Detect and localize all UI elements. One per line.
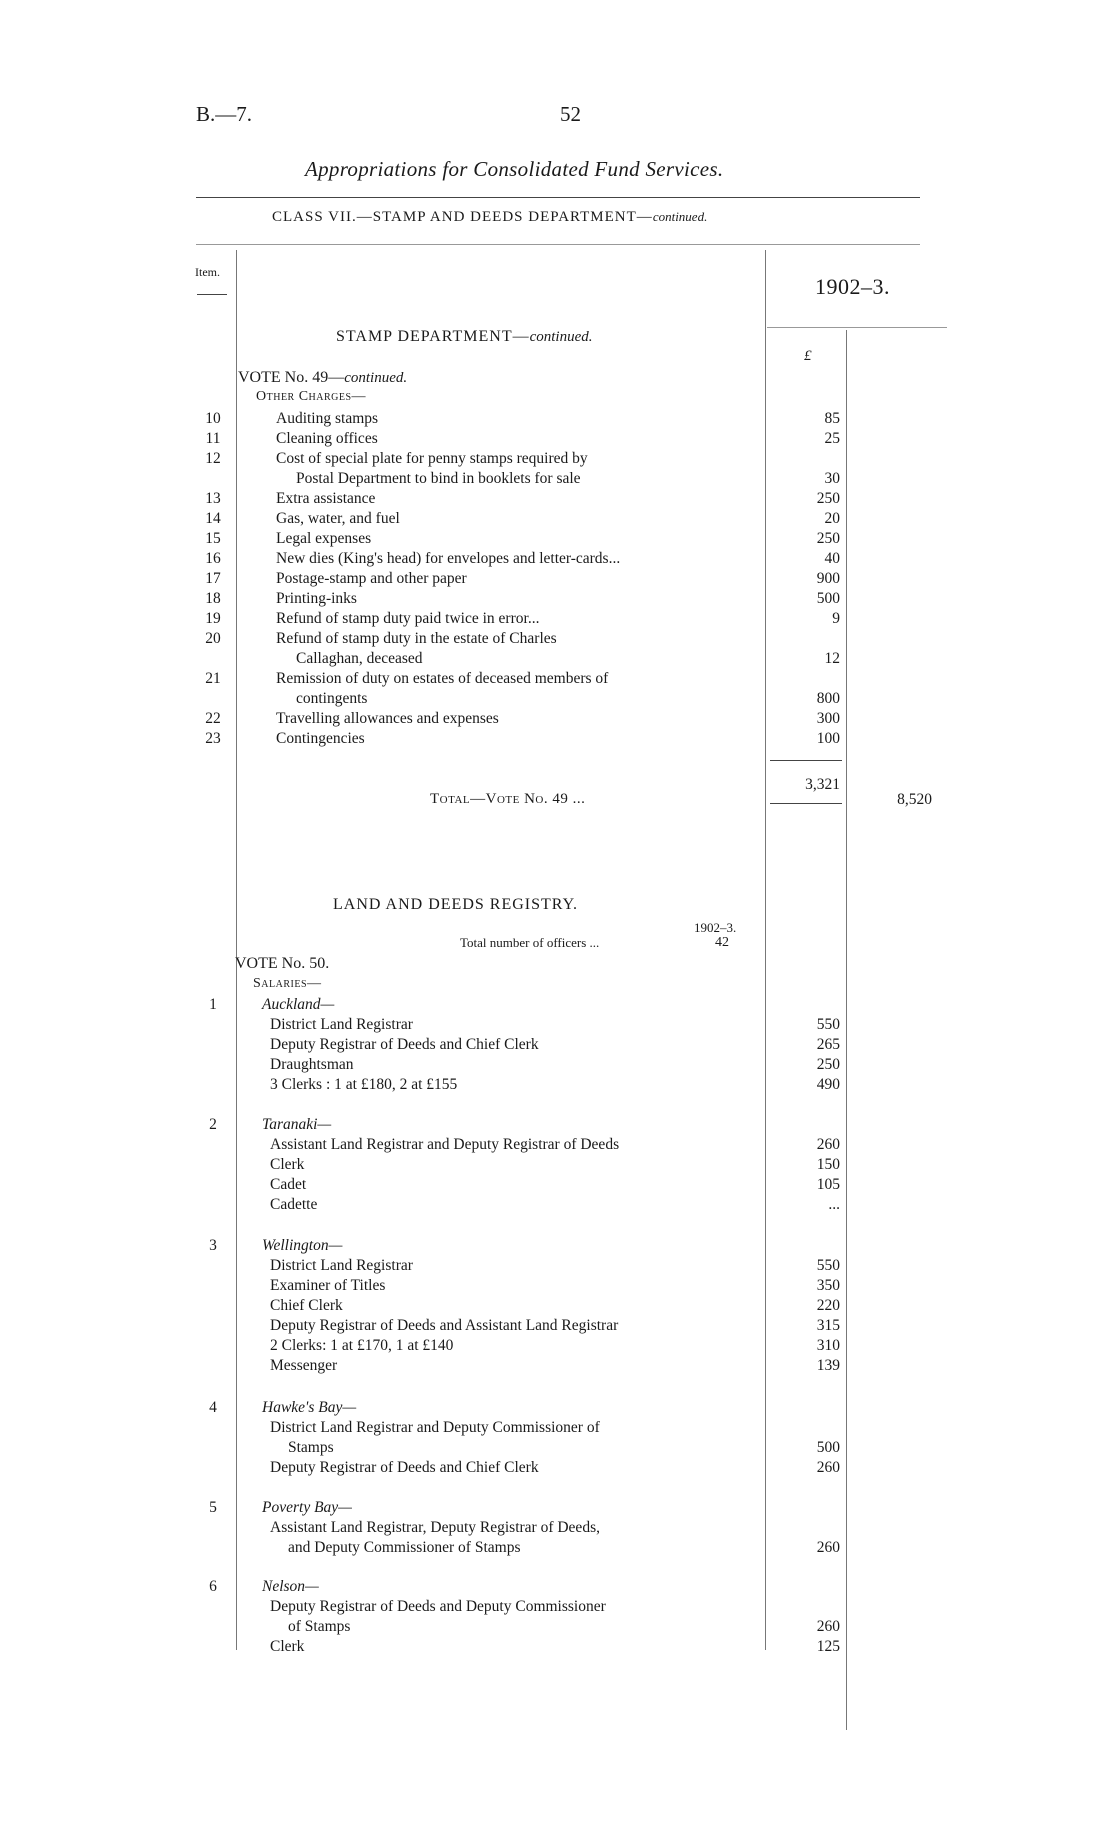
district-name: Hawke's Bay— xyxy=(262,1399,357,1416)
item-number: 6 xyxy=(209,1578,217,1595)
item-amount: 260 xyxy=(816,1136,840,1153)
item-amount: 250 xyxy=(816,1056,840,1073)
item-amount: 9 xyxy=(832,610,840,627)
item-description: Cleaning offices xyxy=(276,430,378,447)
item-amount: 20 xyxy=(824,510,840,527)
table-row xyxy=(0,570,1114,590)
item-amount: 260 xyxy=(816,1618,840,1635)
item-number: 3 xyxy=(209,1237,217,1254)
table-row xyxy=(0,670,1114,690)
class-heading xyxy=(272,209,707,226)
stamp-section-heading xyxy=(336,328,593,346)
item-number: 18 xyxy=(205,590,221,607)
item-number: 13 xyxy=(205,490,221,507)
item-number: 14 xyxy=(205,510,221,527)
item-amount: 100 xyxy=(816,730,840,747)
item-description: Printing-inks xyxy=(276,590,357,607)
item-description: Refund of stamp duty in the estate of Charles xyxy=(276,630,557,647)
page-number: 52 xyxy=(560,102,581,126)
item-amount: 25 xyxy=(824,430,840,447)
item-number: 5 xyxy=(209,1499,217,1516)
district-name: Poverty Bay— xyxy=(262,1499,352,1516)
item-amount: 139 xyxy=(816,1357,840,1374)
district-row xyxy=(0,1578,1114,1598)
subtotal-rule xyxy=(770,760,842,761)
table-row xyxy=(0,1257,1114,1277)
table-row xyxy=(0,1419,1114,1439)
item-amount: 220 xyxy=(816,1297,840,1314)
item-amount: 260 xyxy=(816,1459,840,1476)
class-heading-text: CLASS VII.—STAMP AND DEEDS DEPARTMENT— xyxy=(272,209,653,225)
table-row xyxy=(0,1297,1114,1317)
item-description: and Deputy Commissioner of Stamps xyxy=(288,1539,521,1556)
table-row xyxy=(0,1016,1114,1036)
table-row xyxy=(0,730,1114,750)
item-amount: 315 xyxy=(816,1317,840,1334)
table-row xyxy=(0,1357,1114,1377)
item-description: Deputy Registrar of Deeds and Deputy Commissioner xyxy=(270,1598,606,1615)
district-name: Auckland— xyxy=(262,996,335,1013)
item-number: 19 xyxy=(205,610,221,627)
item-amount: 550 xyxy=(816,1016,840,1033)
table-row xyxy=(0,590,1114,610)
table-row xyxy=(0,1618,1114,1638)
stamp-section-heading-text: STAMP DEPARTMENT— xyxy=(336,328,530,345)
item-description: Messenger xyxy=(270,1357,338,1374)
table-row xyxy=(0,1539,1114,1559)
document-ref: B.—7. xyxy=(196,102,253,126)
item-description: Draughtsman xyxy=(270,1056,354,1073)
item-number: 15 xyxy=(205,530,221,547)
district-row xyxy=(0,1499,1114,1519)
land-section-heading: LAND AND DEEDS REGISTRY. xyxy=(333,896,579,913)
table-row xyxy=(0,1076,1114,1096)
table-row xyxy=(0,1196,1114,1216)
item-number: 2 xyxy=(209,1116,217,1133)
item-description: Deputy Registrar of Deeds and Assistant Land Registrar xyxy=(270,1317,619,1334)
item-amount: 800 xyxy=(816,690,840,707)
district-row xyxy=(0,1237,1114,1257)
table-row xyxy=(0,530,1114,550)
table-row xyxy=(0,550,1114,570)
item-amount: 500 xyxy=(816,1439,840,1456)
item-amount: 490 xyxy=(816,1076,840,1093)
item-description: Deputy Registrar of Deeds and Chief Clerk xyxy=(270,1036,539,1053)
item-description: Deputy Registrar of Deeds and Chief Clerk xyxy=(270,1459,539,1476)
item-description: District Land Registrar xyxy=(270,1016,413,1033)
vote-49-total-amount: 8,520 xyxy=(897,791,932,808)
item-amount: 30 xyxy=(824,470,840,487)
item-amount: 125 xyxy=(816,1638,840,1655)
officers-count: 42 xyxy=(715,935,729,950)
item-description: Chief Clerk xyxy=(270,1297,343,1314)
item-amount: 250 xyxy=(816,490,840,507)
item-number: 16 xyxy=(205,550,221,567)
table-row xyxy=(0,650,1114,670)
item-amount: 900 xyxy=(816,570,840,587)
item-description: Stamps xyxy=(288,1439,334,1456)
table-row xyxy=(0,450,1114,470)
table-row xyxy=(0,510,1114,530)
item-number: 4 xyxy=(209,1399,217,1416)
item-amount: 40 xyxy=(824,550,840,567)
table-row xyxy=(0,630,1114,650)
item-description: Legal expenses xyxy=(276,530,372,547)
vote-49-subtotal: 3,321 xyxy=(805,776,840,793)
table-row xyxy=(0,1439,1114,1459)
item-description: Clerk xyxy=(270,1638,305,1655)
item-description: Callaghan, deceased xyxy=(296,650,423,667)
item-description: District Land Registrar and Deputy Commissioner of xyxy=(270,1419,600,1436)
item-number: 1 xyxy=(209,996,217,1013)
vote-49-text: VOTE No. 49— xyxy=(238,369,345,386)
item-description: Gas, water, and fuel xyxy=(276,510,400,527)
table-row xyxy=(0,410,1114,430)
item-number: 21 xyxy=(205,670,221,687)
item-description: Contingencies xyxy=(276,730,365,747)
item-amount: 350 xyxy=(816,1277,840,1294)
officers-year: 1902–3. xyxy=(694,920,737,935)
table-row xyxy=(0,1459,1114,1479)
item-number: 23 xyxy=(205,730,221,747)
item-description: of Stamps xyxy=(288,1618,351,1635)
table-row xyxy=(0,1176,1114,1196)
district-row xyxy=(0,1116,1114,1136)
item-amount: 265 xyxy=(816,1036,840,1053)
page-title: Appropriations for Consolidated Fund Services. xyxy=(305,157,724,181)
stamp-section-heading-continued: continued. xyxy=(529,329,593,345)
item-description: District Land Registrar xyxy=(270,1257,413,1274)
table-row xyxy=(0,470,1114,490)
item-description: Cost of special plate for penny stamps required by xyxy=(276,450,588,467)
item-description: Postal Department to bind in booklets for sale xyxy=(296,470,581,487)
total-rule xyxy=(770,803,842,804)
item-description: Remission of duty on estates of deceased members of xyxy=(276,670,609,687)
table-row xyxy=(0,610,1114,630)
item-description: Refund of stamp duty paid twice in error... xyxy=(276,610,540,627)
item-description: Clerk xyxy=(270,1156,305,1173)
other-charges-subheading: Other Charges— xyxy=(256,389,367,404)
currency-symbol: £ xyxy=(804,348,812,364)
table-top-rule xyxy=(196,244,920,245)
table-row xyxy=(0,430,1114,450)
item-amount: 500 xyxy=(816,590,840,607)
item-number: 11 xyxy=(205,430,221,447)
item-amount: ... xyxy=(828,1196,840,1213)
amount-header-rule xyxy=(767,327,947,328)
table-row xyxy=(0,1056,1114,1076)
item-amount: 105 xyxy=(816,1176,840,1193)
district-name: Nelson— xyxy=(262,1578,319,1595)
item-number: 22 xyxy=(205,710,221,727)
item-number: 20 xyxy=(205,630,221,647)
district-row xyxy=(0,1399,1114,1419)
item-number: 17 xyxy=(205,570,221,587)
item-amount: 300 xyxy=(816,710,840,727)
vote-50-heading: VOTE No. 50. xyxy=(235,955,330,972)
table-row xyxy=(0,1136,1114,1156)
item-description: Examiner of Titles xyxy=(270,1277,386,1294)
district-name: Wellington— xyxy=(262,1237,343,1254)
item-description: Assistant Land Registrar, Deputy Registrar of Deeds, xyxy=(270,1519,600,1536)
vote-49-total-label: Total—Vote No. 49 ... xyxy=(430,791,586,807)
salaries-subheading: Salaries— xyxy=(253,976,322,991)
vote-49-continued: continued. xyxy=(344,370,408,386)
header-rule xyxy=(196,197,920,198)
item-description: New dies (King's head) for envelopes and letter-cards... xyxy=(276,550,621,567)
item-description: Auditing stamps xyxy=(276,410,379,427)
item-column-heading: Item. xyxy=(195,265,220,279)
table-row xyxy=(0,1598,1114,1618)
item-number: 12 xyxy=(205,450,221,467)
table-row xyxy=(0,1337,1114,1357)
item-amount: 260 xyxy=(816,1539,840,1556)
vote-49-heading xyxy=(238,369,407,387)
class-heading-continued: continued. xyxy=(652,209,708,224)
table-row xyxy=(0,1156,1114,1176)
district-row xyxy=(0,996,1114,1016)
item-amount: 150 xyxy=(816,1156,840,1173)
item-amount: 310 xyxy=(816,1337,840,1354)
table-row xyxy=(0,1519,1114,1539)
table-row xyxy=(0,1638,1114,1658)
officers-label: Total number of officers ... xyxy=(460,935,600,950)
table-row xyxy=(0,1036,1114,1056)
item-description: 3 Clerks : 1 at £180, 2 at £155 xyxy=(270,1076,458,1093)
item-number: 10 xyxy=(205,410,221,427)
table-row xyxy=(0,710,1114,730)
table-row xyxy=(0,490,1114,510)
item-amount: 550 xyxy=(816,1257,840,1274)
district-name: Taranaki— xyxy=(262,1116,332,1133)
item-amount: 85 xyxy=(824,410,840,427)
item-description: Cadette xyxy=(270,1196,318,1213)
item-description: Travelling allowances and expenses xyxy=(276,710,499,727)
item-description: Cadet xyxy=(270,1176,307,1193)
item-description: Assistant Land Registrar and Deputy Registrar of Deeds xyxy=(270,1136,620,1153)
table-row xyxy=(0,1317,1114,1337)
item-underline xyxy=(197,294,227,295)
item-description: 2 Clerks: 1 at £170, 1 at £140 xyxy=(270,1337,454,1354)
item-description: contingents xyxy=(296,690,368,707)
item-amount: 12 xyxy=(824,650,840,667)
year-column-heading: 1902–3. xyxy=(815,274,890,299)
table-row xyxy=(0,1277,1114,1297)
item-amount: 250 xyxy=(816,530,840,547)
table-row xyxy=(0,690,1114,710)
item-description: Postage-stamp and other paper xyxy=(276,570,467,587)
item-description: Extra assistance xyxy=(276,490,376,507)
